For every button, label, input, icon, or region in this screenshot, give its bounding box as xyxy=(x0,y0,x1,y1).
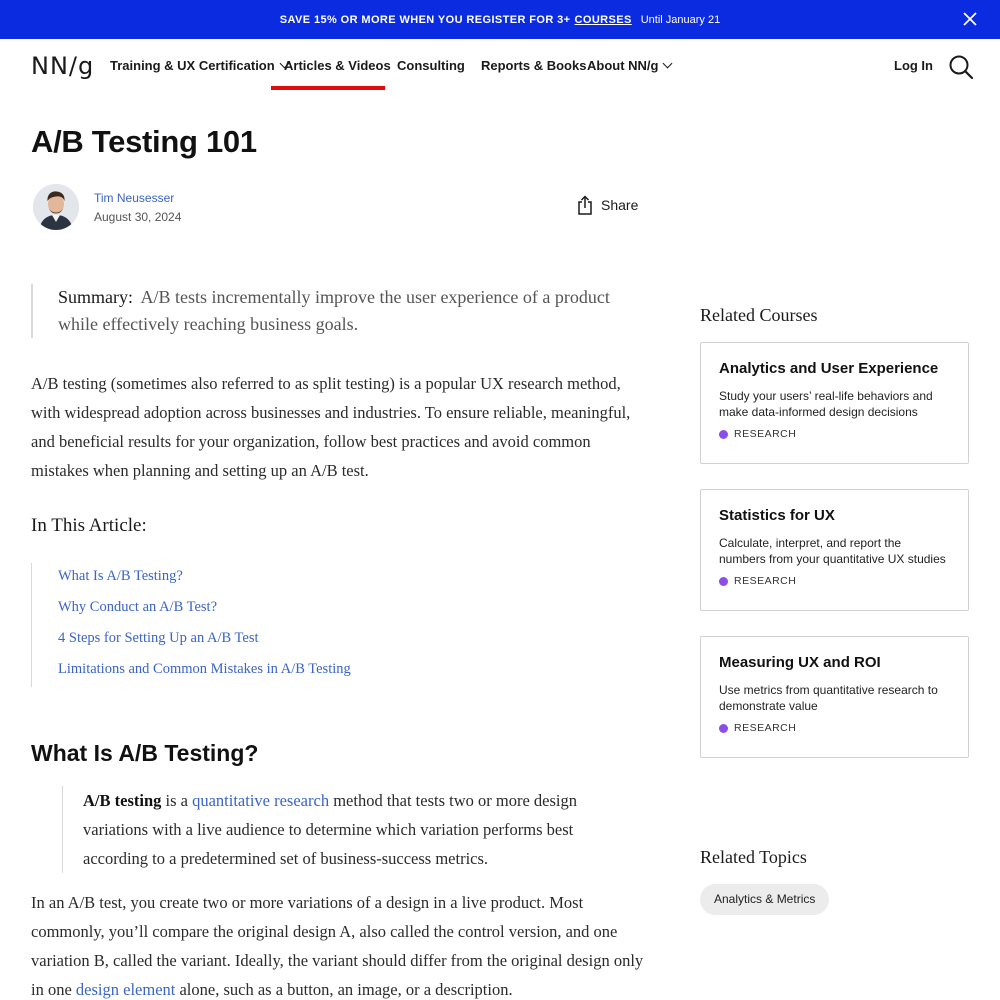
table-of-contents xyxy=(31,563,351,687)
intro-paragraph: A/B testing (sometimes also referred to as split testing) is a popular UX research method, with widespread adoption across businesses and industries. To ensure reliable, meaningful, and beneficial results for your organization, follow best practices and avoid common mistakes when planning and setting up an A/B test. xyxy=(31,374,631,480)
course-card[interactable] xyxy=(700,489,969,611)
toc-link[interactable]: 4 Steps for Setting Up an A/B Test xyxy=(58,630,259,646)
toc-title: In This Article: xyxy=(31,515,147,536)
share-icon xyxy=(577,195,593,215)
definition-term: A/B testing xyxy=(83,791,162,810)
course-category xyxy=(719,428,950,440)
course-card[interactable] xyxy=(700,342,969,464)
course-description: Calculate, interpret, and report the numbers from your quantitative UX studies xyxy=(719,536,946,566)
quantitative-research-link[interactable]: quantitative research xyxy=(192,791,330,810)
author-link[interactable]: Tim Neusesser xyxy=(94,191,175,205)
body-paragraph xyxy=(31,888,651,1000)
login-link[interactable]: Log In xyxy=(894,58,933,73)
course-description: Use metrics from quantitative research to demonstrate value xyxy=(719,683,938,713)
article-summary xyxy=(31,284,651,338)
main-nav xyxy=(0,39,1000,91)
category-dot-icon xyxy=(719,430,728,439)
nav-item-label: Reports & Books xyxy=(481,58,587,73)
topic-chip[interactable]: Analytics & Metrics xyxy=(700,884,829,915)
nav-item-articles[interactable] xyxy=(284,58,391,73)
category-label: RESEARCH xyxy=(734,428,797,440)
promo-text: SAVE 15% OR MORE WHEN YOU REGISTER FOR 3+ xyxy=(279,13,571,26)
share-button[interactable] xyxy=(577,195,638,215)
toc-link[interactable]: Why Conduct an A/B Test? xyxy=(58,599,218,615)
search-icon[interactable] xyxy=(948,54,974,80)
nav-item-label: Training & UX Certification xyxy=(110,58,275,73)
related-topics-heading: Related Topics xyxy=(700,847,807,867)
nav-item-label: About NN/g xyxy=(587,58,659,73)
avatar[interactable] xyxy=(33,184,79,230)
share-label: Share xyxy=(601,197,639,213)
chevron-down-icon xyxy=(663,59,673,69)
related-courses-heading: Related Courses xyxy=(700,305,818,325)
promo-date: Until January 21 xyxy=(640,13,721,26)
course-title: Statistics for UX xyxy=(719,507,835,524)
close-icon[interactable] xyxy=(962,11,978,27)
category-dot-icon xyxy=(719,724,728,733)
category-dot-icon xyxy=(719,577,728,586)
paragraph-text: alone, such as a button, an image, or a description. xyxy=(175,980,513,999)
course-title: Measuring UX and ROI xyxy=(719,654,881,671)
nng-logo[interactable]: NN/g xyxy=(31,52,95,80)
toc-link[interactable]: Limitations and Common Mistakes in A/B Testing xyxy=(58,661,351,677)
course-card[interactable] xyxy=(700,636,969,758)
design-element-link[interactable]: design element xyxy=(75,980,176,999)
promo-courses-link[interactable]: COURSES xyxy=(574,13,632,26)
nav-item-consulting[interactable] xyxy=(397,58,465,73)
nav-item-about[interactable] xyxy=(587,58,671,73)
paragraph-text: In an A/B test, you create two or more variations of a design in a live product. Most commonly, you’ll compare the original design A, also called the control version, and one variation B, called the variant. Ideally, the variant should differ from the original design only in one xyxy=(31,893,644,999)
toc-link[interactable]: What Is A/B Testing? xyxy=(58,568,183,584)
publish-date: August 30, 2024 xyxy=(94,210,182,224)
summary-text: A/B tests incrementally improve the user experience of a product while effectively reaching business goals. xyxy=(58,287,610,334)
course-category xyxy=(719,575,950,587)
author-photo xyxy=(33,184,79,230)
nav-item-label: Consulting xyxy=(397,58,465,73)
summary-label: Summary: xyxy=(58,287,133,307)
nav-item-reports[interactable] xyxy=(481,58,586,73)
definition-block xyxy=(62,786,642,873)
active-nav-indicator xyxy=(271,86,385,90)
nav-item-training[interactable] xyxy=(110,58,288,73)
course-category xyxy=(719,722,950,734)
page-title: A/B Testing 101 xyxy=(31,124,257,159)
category-label: RESEARCH xyxy=(734,575,797,587)
course-title: Analytics and User Experience xyxy=(719,360,939,377)
promo-banner xyxy=(0,0,1000,39)
course-description: Study your users’ real-life behaviors and make data-informed design decisions xyxy=(719,389,933,419)
definition-text: is a xyxy=(161,791,193,810)
definition-text: method that tests two or more design variations with a live audience to determine which variation performs best according to a predetermined set of business-success metrics. xyxy=(83,791,577,868)
nav-item-label: Articles & Videos xyxy=(284,58,391,73)
category-label: RESEARCH xyxy=(734,722,797,734)
section-heading: What Is A/B Testing? xyxy=(31,740,259,766)
